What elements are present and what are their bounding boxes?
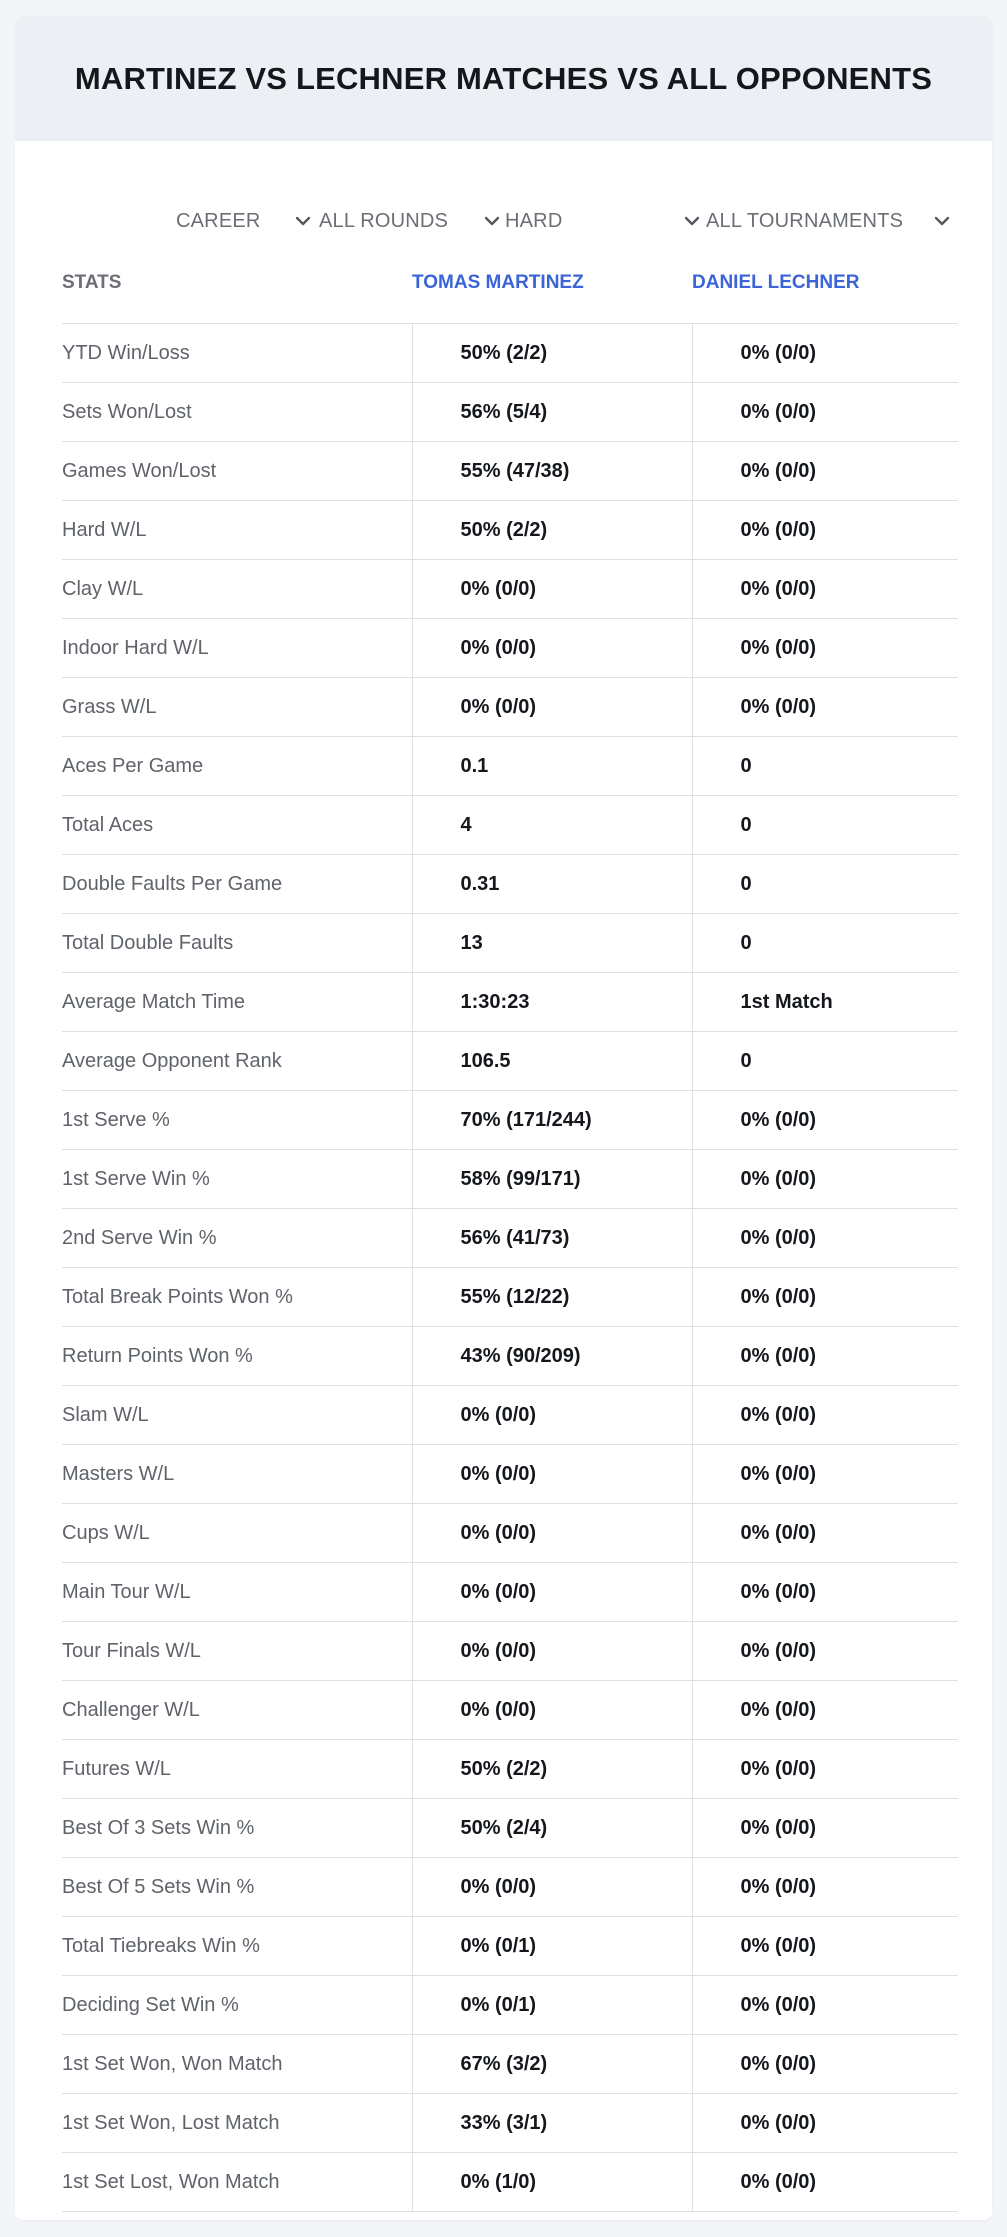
stat-label: Total Tiebreaks Win %: [62, 1917, 412, 1976]
player-two-value: 0% (0/0): [692, 1091, 958, 1150]
stat-label: Clay W/L: [62, 560, 412, 619]
player-one-value: 50% (2/2): [412, 1740, 692, 1799]
player-one-value: 0% (0/0): [412, 1445, 692, 1504]
stat-label: 1st Set Won, Won Match: [62, 2035, 412, 2094]
table-row: [62, 737, 958, 796]
surface-filter-value: HARD: [505, 209, 563, 232]
player-one-value: 0% (1/0): [412, 2153, 692, 2212]
player-two-value: 0: [692, 855, 958, 914]
table-row: [62, 1740, 958, 1799]
stat-label: Best Of 3 Sets Win %: [62, 1799, 412, 1858]
stat-label: Cups W/L: [62, 1504, 412, 1563]
table-row: [62, 1681, 958, 1740]
player-one-value: 55% (47/38): [412, 442, 692, 501]
player-one-value: 43% (90/209): [412, 1327, 692, 1386]
player-one-value: 0% (0/0): [412, 1681, 692, 1740]
player-two-value: 0% (0/0): [692, 383, 958, 442]
player-one-value: 0.1: [412, 737, 692, 796]
stat-label: 2nd Serve Win %: [62, 1209, 412, 1268]
card-header: [15, 16, 992, 141]
player-two-value: 0% (0/0): [692, 2094, 958, 2153]
player-one-value: 0% (0/0): [412, 560, 692, 619]
player-one-value: 106.5: [412, 1032, 692, 1091]
player-two-value: 0% (0/0): [692, 1504, 958, 1563]
stat-label: Average Opponent Rank: [62, 1032, 412, 1091]
column-header-stats: STATS: [62, 257, 412, 324]
rounds-filter-dropdown[interactable]: [319, 184, 501, 258]
chevron-down-icon: [683, 212, 701, 230]
player-two-value: 0% (0/0): [692, 560, 958, 619]
player-two-value: 0% (0/0): [692, 324, 958, 383]
table-row: [62, 678, 958, 737]
stat-label: 1st Set Won, Lost Match: [62, 2094, 412, 2153]
surface-filter-dropdown[interactable]: [505, 184, 701, 258]
player-two-value: 0% (0/0): [692, 2153, 958, 2212]
chevron-down-icon: [294, 212, 312, 230]
stat-label: Games Won/Lost: [62, 442, 412, 501]
player-one-value: 50% (2/2): [412, 501, 692, 560]
player-one-value: 56% (5/4): [412, 383, 692, 442]
player-two-value: 0% (0/0): [692, 1150, 958, 1209]
player-one-value: 67% (3/2): [412, 2035, 692, 2094]
player-two-value: 0% (0/0): [692, 1858, 958, 1917]
stat-label: 1st Set Lost, Won Match: [62, 2153, 412, 2212]
table-row: [62, 796, 958, 855]
table-row: [62, 2094, 958, 2153]
table-row: [62, 1386, 958, 1445]
tournaments-filter-value: ALL TOURNAMENTS: [706, 209, 904, 232]
stat-label: Grass W/L: [62, 678, 412, 737]
player-one-value: 0% (0/0): [412, 1386, 692, 1445]
player-two-value: 0% (0/0): [692, 2035, 958, 2094]
table-row: [62, 1445, 958, 1504]
player-one-value: 0% (0/0): [412, 1622, 692, 1681]
career-filter-dropdown[interactable]: [176, 184, 312, 258]
table-row: [62, 2035, 958, 2094]
player-one-value: 50% (2/2): [412, 324, 692, 383]
table-row: [62, 1563, 958, 1622]
stat-label: Total Break Points Won %: [62, 1268, 412, 1327]
stat-label: Total Double Faults: [62, 914, 412, 973]
player-two-value: 1st Match: [692, 973, 958, 1032]
player-two-value: 0: [692, 737, 958, 796]
stat-label: Tour Finals W/L: [62, 1622, 412, 1681]
rounds-filter-value: ALL ROUNDS: [319, 209, 449, 232]
table-row: [62, 1504, 958, 1563]
stat-label: Main Tour W/L: [62, 1563, 412, 1622]
player-one-value: 4: [412, 796, 692, 855]
player-two-value: 0% (0/0): [692, 1681, 958, 1740]
stat-label: Deciding Set Win %: [62, 1976, 412, 2035]
player-one-value: 0% (0/0): [412, 1563, 692, 1622]
player-one-value: 56% (41/73): [412, 1209, 692, 1268]
table-row: [62, 2153, 958, 2212]
stat-label: Best Of 5 Sets Win %: [62, 1858, 412, 1917]
table-row: [62, 1268, 958, 1327]
player-one-value: 13: [412, 914, 692, 973]
player-one-value: 0% (0/1): [412, 1917, 692, 1976]
career-filter-value: CAREER: [176, 209, 261, 232]
stat-label: Double Faults Per Game: [62, 855, 412, 914]
player-one-value: 55% (12/22): [412, 1268, 692, 1327]
table-row: [62, 442, 958, 501]
stat-label: Futures W/L: [62, 1740, 412, 1799]
stat-label: 1st Serve %: [62, 1091, 412, 1150]
player-one-value: 0.31: [412, 855, 692, 914]
player-one-value: 0% (0/0): [412, 619, 692, 678]
chevron-down-icon: [933, 212, 951, 230]
table-row: [62, 1150, 958, 1209]
table-row: [62, 973, 958, 1032]
player-two-value: 0% (0/0): [692, 1386, 958, 1445]
player-two-value: 0% (0/0): [692, 501, 958, 560]
stats-table-body: [62, 324, 958, 2212]
player-one-value: 0% (0/0): [412, 1858, 692, 1917]
table-row: [62, 1622, 958, 1681]
stat-label: Total Aces: [62, 796, 412, 855]
player-one-value: 0% (0/0): [412, 1504, 692, 1563]
stat-label: Slam W/L: [62, 1386, 412, 1445]
stats-table-wrapper: [62, 257, 958, 2212]
table-row: [62, 1327, 958, 1386]
player-one-value: 1:30:23: [412, 973, 692, 1032]
table-header-row: [62, 257, 958, 324]
player-two-value: 0% (0/0): [692, 1209, 958, 1268]
player-one-value: 58% (99/171): [412, 1150, 692, 1209]
table-row: [62, 619, 958, 678]
page-title: MARTINEZ VS LECHNER MATCHES VS ALL OPPONENTS: [74, 60, 933, 96]
player-two-value: 0% (0/0): [692, 1622, 958, 1681]
table-row: [62, 501, 958, 560]
stat-label: Aces Per Game: [62, 737, 412, 796]
stat-label: YTD Win/Loss: [62, 324, 412, 383]
stats-card: [15, 16, 992, 2220]
player-two-value: 0% (0/0): [692, 678, 958, 737]
stat-label: Sets Won/Lost: [62, 383, 412, 442]
player-two-value: 0% (0/0): [692, 1976, 958, 2035]
table-row: [62, 1858, 958, 1917]
table-row: [62, 383, 958, 442]
player-two-value: 0% (0/0): [692, 1268, 958, 1327]
stat-label: Hard W/L: [62, 501, 412, 560]
player-two-value: 0% (0/0): [692, 1445, 958, 1504]
filter-bar: [15, 184, 992, 258]
player-one-value: 0% (0/0): [412, 678, 692, 737]
player-two-value: 0: [692, 914, 958, 973]
stats-table: [62, 257, 958, 2212]
player-one-value: 0% (0/1): [412, 1976, 692, 2035]
stat-label: Challenger W/L: [62, 1681, 412, 1740]
player-two-value: 0% (0/0): [692, 442, 958, 501]
tournaments-filter-dropdown[interactable]: [706, 184, 951, 258]
player-two-value: 0% (0/0): [692, 1799, 958, 1858]
column-header-player-two[interactable]: DANIEL LECHNER: [692, 257, 958, 324]
stat-label: Masters W/L: [62, 1445, 412, 1504]
table-row: [62, 1209, 958, 1268]
column-header-player-one[interactable]: TOMAS MARTINEZ: [412, 257, 692, 324]
player-two-value: 0% (0/0): [692, 1563, 958, 1622]
table-row: [62, 1091, 958, 1150]
table-row: [62, 914, 958, 973]
player-two-value: 0: [692, 796, 958, 855]
stat-label: Average Match Time: [62, 973, 412, 1032]
player-one-value: 70% (171/244): [412, 1091, 692, 1150]
table-row: [62, 560, 958, 619]
table-row: [62, 1976, 958, 2035]
chevron-down-icon: [483, 212, 501, 230]
stat-label: 1st Serve Win %: [62, 1150, 412, 1209]
player-two-value: 0: [692, 1032, 958, 1091]
player-two-value: 0% (0/0): [692, 1740, 958, 1799]
stat-label: Indoor Hard W/L: [62, 619, 412, 678]
player-two-value: 0% (0/0): [692, 1917, 958, 1976]
table-row: [62, 855, 958, 914]
stat-label: Return Points Won %: [62, 1327, 412, 1386]
table-row: [62, 324, 958, 383]
table-row: [62, 1917, 958, 1976]
table-row: [62, 1032, 958, 1091]
player-one-value: 33% (3/1): [412, 2094, 692, 2153]
player-one-value: 50% (2/4): [412, 1799, 692, 1858]
player-two-value: 0% (0/0): [692, 619, 958, 678]
player-two-value: 0% (0/0): [692, 1327, 958, 1386]
table-row: [62, 1799, 958, 1858]
